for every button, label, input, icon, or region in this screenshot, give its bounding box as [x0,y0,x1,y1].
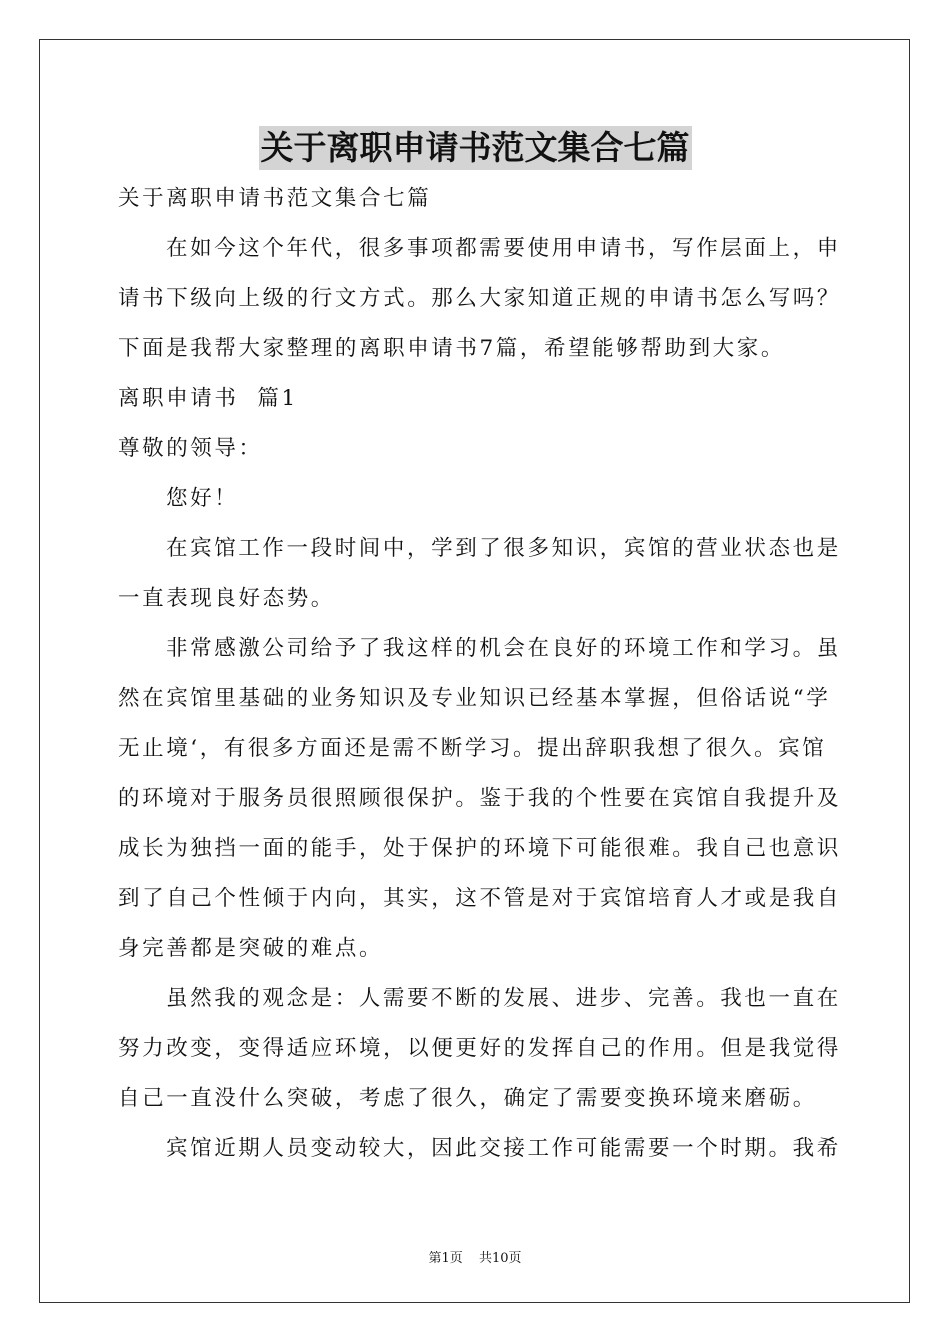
text-line: 一直表现良好态势。 [118,586,335,611]
title-container [0,126,950,170]
document-title: 关于离职申请书范文集合七篇 [259,126,692,170]
paragraph-intro [118,224,842,374]
page-number: 第1页 [428,1251,463,1266]
text-line: 的环境对于服务员很照顾很保护。鉴于我的个性要在宾馆自我提升及 [118,786,842,811]
text-line: 努力改变，变得适应环境，以便更好的发挥自己的作用。但是我觉得 [118,1036,842,1061]
text-line: 身完善都是突破的难点。 [118,936,384,961]
text-line: 自己一直没什么突破，考虑了很久，确定了需要变换环境来磨砺。 [118,1086,817,1111]
text-line: 在宾馆工作一段时间中，学到了很多知识，宾馆的营业状态也是 [166,536,841,561]
text-line: 虽然我的观念是：人需要不断的发展、进步、完善。我也一直在 [166,986,841,1011]
text-line: 然在宾馆里基础的业务知识及专业知识已经基本掌握，但俗话说“学 [118,686,831,711]
section-heading: 离职申请书 篇1 [118,386,298,411]
salutation: 尊敬的领导： [118,436,263,461]
text-line: 在如今这个年代，很多事项都需要使用申请书，写作层面上，申 [166,236,841,261]
paragraph-2 [118,624,842,974]
page-total: 共10页 [478,1251,522,1266]
text-line: 下面是我帮大家整理的离职申请书7篇，希望能够帮助到大家。 [118,336,785,361]
paragraph-3 [118,974,842,1124]
page-footer [0,1247,950,1266]
document-body [118,174,842,1174]
text-line: 非常感激公司给予了我这样的机会在良好的环境工作和学习。虽 [166,636,841,661]
paragraph-1 [118,524,841,624]
paragraph-4 [118,1124,841,1174]
text-line: 请书下级向上级的行文方式。那么大家知道正规的申请书怎么写吗？ [118,286,842,311]
text-line: 宾馆近期人员变动较大，因此交接工作可能需要一个时期。我希 [166,1136,841,1161]
greeting: 您好！ [166,486,239,511]
text-line: 无止境‘，有很多方面还是需不断学习。提出辞职我想了很久。宾馆 [118,736,827,761]
document-subtitle: 关于离职申请书范文集合七篇 [118,186,432,211]
text-line: 成长为独挡一面的能手，处于保护的环境下可能很难。我自己也意识 [118,836,842,861]
text-line: 到了自己个性倾于内向，其实，这不管是对于宾馆培育人才或是我自 [118,886,842,911]
